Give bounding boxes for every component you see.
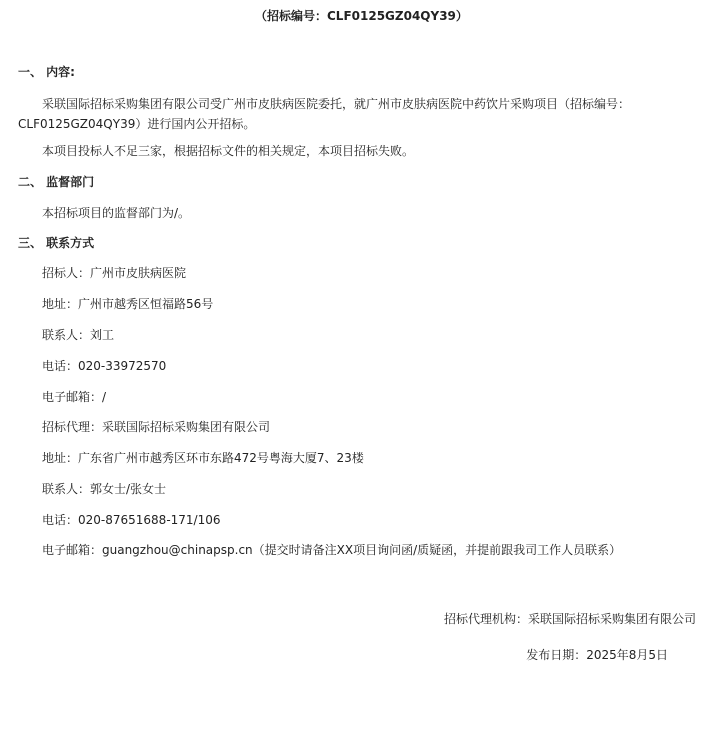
tenderer-address-line: 地址：广州市越秀区恒福路56号	[42, 297, 214, 311]
agency-address-line: 地址：广东省广州市越秀区环市东路472号粤海大厦7、23楼	[42, 451, 364, 465]
agency-phone-line: 电话：020-87651688-171/106	[42, 513, 221, 527]
content-paragraph: 采联国际招标采购集团有限公司受广州市皮肤病医院委托，就广州市皮肤病医院中药饮片采购项目（招标编号：CLF0125GZ04QY39）进行国内公开招标。	[18, 97, 631, 131]
agency-line: 招标代理：采联国际招标采购集团有限公司	[42, 420, 271, 434]
section-heading-supervision: 二、 监督部门	[18, 175, 95, 189]
tenderer-phone-line: 电话：020-33972570	[42, 359, 167, 373]
tenderer-line: 招标人：广州市皮肤病医院	[42, 266, 187, 280]
publish-date: 发布日期：2025年8月5日	[526, 648, 668, 662]
tender-number-title: （招标编号：CLF0125GZ04QY39）	[255, 9, 468, 23]
bid-failure-notice: 本项目投标人不足三家，根据招标文件的相关规定，本项目招标失败。	[42, 144, 415, 158]
agency-email-line: 电子邮箱：guangzhou@chinapsp.cn（提交时请备注XX项目询问函/质疑函，并提前跟我司工作人员联系）	[42, 543, 622, 557]
tenderer-email-line: 电子邮箱：/	[42, 390, 107, 404]
supervision-department: 本招标项目的监督部门为/。	[42, 206, 191, 220]
footer-agency: 招标代理机构：采联国际招标采购集团有限公司	[443, 612, 696, 626]
section-heading-contact: 三、 联系方式	[18, 236, 95, 250]
section-heading-content: 一、 内容:	[18, 65, 75, 79]
tenderer-contact-line: 联系人：刘工	[42, 328, 115, 342]
agency-contact-line: 联系人：郭女士/张女士	[42, 482, 167, 496]
